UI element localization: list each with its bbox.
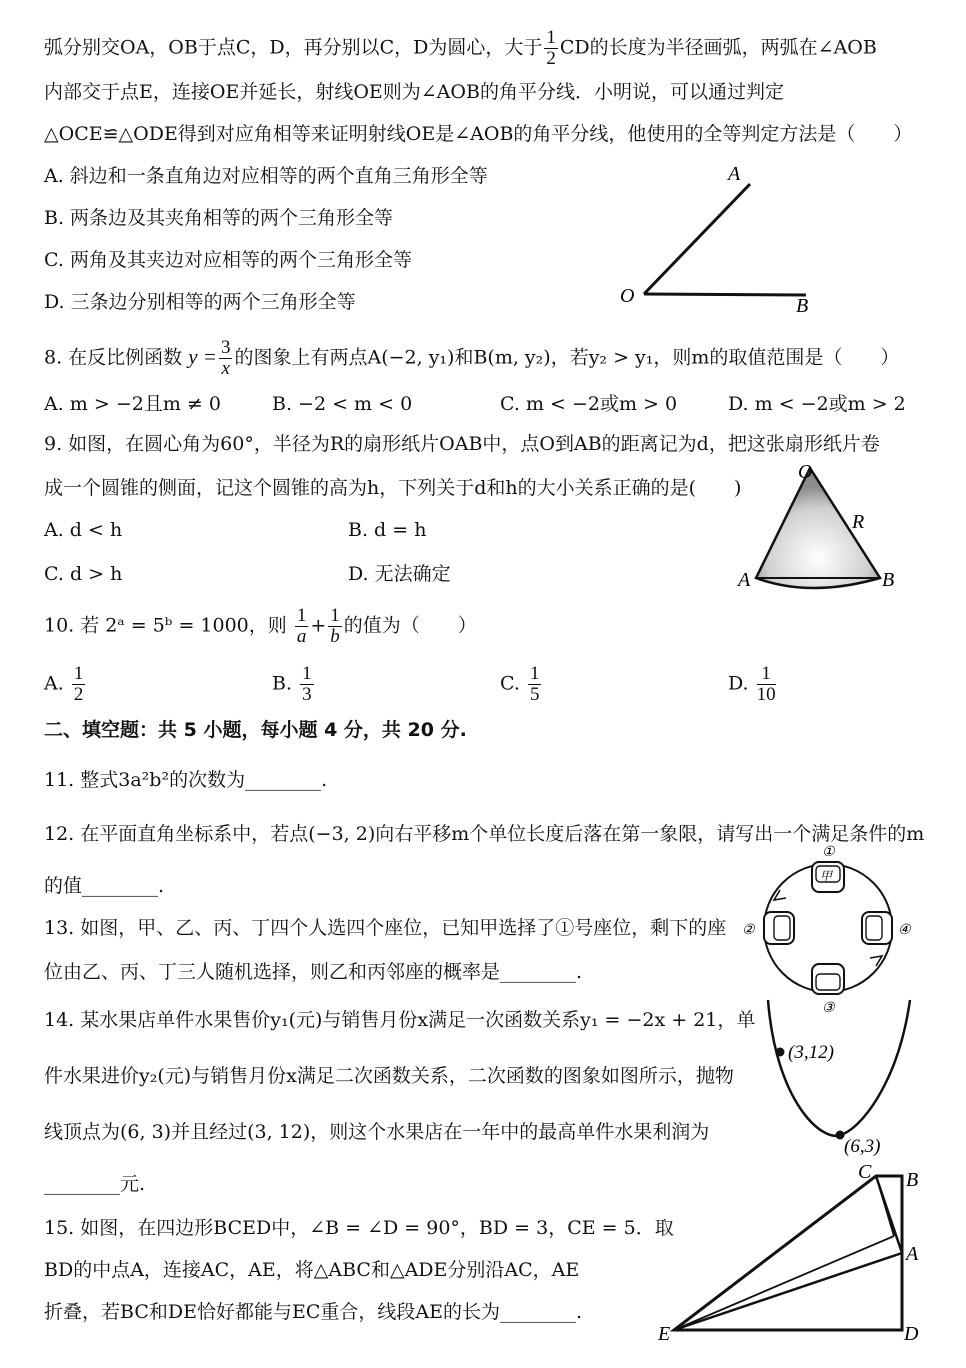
quadrilateral-bced bbox=[674, 1176, 902, 1330]
seat-occupant-jia: 甲 bbox=[820, 869, 833, 883]
q8-frac-den: x bbox=[221, 358, 230, 379]
q10-option-a bbox=[44, 664, 87, 705]
q8-option-a: A. m > −2且m ≠ 0 bbox=[44, 393, 221, 415]
label-point-6-3: (6,3) bbox=[844, 1136, 881, 1157]
seat-label-2: ② bbox=[742, 923, 755, 938]
seat-label-1: ① bbox=[822, 845, 835, 860]
seat-label-3: ③ bbox=[822, 1001, 835, 1016]
q7-option-d: D. 三条边分别相等的两个三角形全等 bbox=[44, 291, 356, 313]
label-b: B bbox=[796, 295, 809, 317]
q13-seating-figure bbox=[740, 840, 920, 1016]
label-b: B bbox=[906, 1169, 919, 1191]
label-o: O bbox=[620, 285, 635, 307]
q10-option-d-num: 1 bbox=[757, 664, 776, 685]
q8-fraction bbox=[219, 338, 233, 379]
q7-line1-text: 弧分别交OA，OB于点C，D，再分别以C，D为圆心，大于 bbox=[44, 36, 543, 59]
q15-line2: BD的中点A，连接AC，AE，将△ABC和△ADE分别沿AC，AE bbox=[44, 1259, 580, 1281]
q9-option-c: C. d > h bbox=[44, 563, 123, 585]
seat-right bbox=[862, 912, 892, 944]
label-c: C bbox=[858, 1161, 872, 1183]
q10-frac1 bbox=[295, 606, 309, 647]
q7-option-c: C. 两角及其夹边对应相等的两个三角形全等 bbox=[44, 249, 412, 271]
q10-frac2-num: 1 bbox=[330, 605, 340, 626]
q10-option-c-frac bbox=[528, 664, 542, 705]
label-a: A bbox=[728, 163, 741, 185]
q10-frac1-num: 1 bbox=[296, 605, 307, 626]
q10-option-a-label: A. bbox=[44, 672, 64, 695]
point-3-12 bbox=[776, 1048, 785, 1057]
q11-stem: 11. 整式3a²b²的次数为________. bbox=[44, 769, 328, 791]
q13-line2: 位由乙、丙、丁三人随机选择，则乙和丙邻座的概率是________. bbox=[44, 961, 583, 983]
label-r: R bbox=[852, 511, 865, 533]
q13-line1: 13. 如图，甲、乙、丙、丁四个人选四个座位，已知甲选择了①号座位，剩下的座 bbox=[44, 917, 727, 939]
q7-frac-num: 1 bbox=[546, 27, 556, 48]
ray-oa bbox=[644, 184, 750, 294]
q10-plus: + bbox=[310, 614, 327, 637]
seat-label-4: ④ bbox=[898, 923, 911, 938]
label-b: B bbox=[882, 569, 895, 591]
q10-option-b-frac bbox=[300, 664, 314, 705]
q9-line2: 成一个圆锥的侧面，记这个圆锥的高为h，下列关于d和h的大小关系正确的是( ) bbox=[44, 477, 742, 499]
seat-bottom bbox=[812, 964, 844, 994]
label-a: A bbox=[906, 1243, 919, 1265]
parabola-curve bbox=[768, 1000, 910, 1136]
q9-option-b: B. d = h bbox=[348, 519, 427, 541]
q10-option-c-label: C. bbox=[500, 672, 520, 695]
q9-option-d: D. 无法确定 bbox=[348, 563, 451, 585]
q10-option-d-den: 10 bbox=[756, 684, 776, 705]
q10-frac2 bbox=[328, 606, 342, 647]
segment-ae bbox=[674, 1253, 902, 1330]
q10-frac2-den: b bbox=[330, 626, 340, 647]
q14-line4: ________元. bbox=[44, 1173, 146, 1195]
q7-line1 bbox=[44, 28, 877, 69]
q10-option-b-label: B. bbox=[272, 672, 293, 695]
ray-ob bbox=[644, 294, 806, 295]
q10-option-c bbox=[500, 664, 543, 705]
fold-line-2 bbox=[876, 1176, 894, 1236]
q8-stem bbox=[44, 338, 899, 379]
seat-top bbox=[812, 862, 844, 892]
q15-line3: 折叠，若BC和DE恰好都能与EC重合，线段AE的长为________. bbox=[44, 1301, 582, 1323]
q7-line3: △OCE≌△ODE得到对应角相等来证明射线OE是∠AOB的角平分线，他使用的全等判定方法是（ ） bbox=[44, 123, 913, 145]
label-e: E bbox=[658, 1323, 671, 1345]
q7-option-b: B. 两条边及其夹角相等的两个三角形全等 bbox=[44, 207, 394, 229]
q8-frac-num: 3 bbox=[220, 337, 231, 358]
q9-sector-figure bbox=[730, 458, 910, 608]
q15-line1: 15. 如图，在四边形BCED中，∠B = ∠D = 90°，BD = 3，CE = 5．取 bbox=[44, 1217, 674, 1239]
q8-option-c: C. m < −2或m > 0 bbox=[500, 393, 678, 415]
q7-fraction bbox=[544, 28, 558, 69]
label-o: O bbox=[798, 461, 813, 483]
q7-angle-figure bbox=[610, 160, 840, 320]
q14-parabola-figure bbox=[752, 992, 922, 1160]
q10-stem bbox=[44, 606, 477, 647]
q10-option-c-den: 5 bbox=[529, 684, 540, 705]
q15-quadrilateral-figure bbox=[650, 1158, 930, 1368]
q8-post: 的图象上有两点A(−2, y₁)和B(m, y₂)，若y₂ > y₁，则m的取值范围是（ ） bbox=[234, 346, 900, 369]
q10-option-d bbox=[728, 664, 778, 705]
q10-option-b-den: 3 bbox=[302, 684, 312, 705]
q14-line3: 线顶点为(6, 3)并且经过(3, 12)，则这个水果店在一年中的最高单件水果利润为 bbox=[44, 1121, 710, 1143]
label-d: D bbox=[904, 1323, 919, 1345]
q8-pre: 8. 在反比例函数 bbox=[44, 346, 183, 369]
q8-option-d: D. m < −2或m > 2 bbox=[728, 393, 906, 415]
seat-left bbox=[764, 912, 794, 944]
q10-option-a-den: 2 bbox=[73, 684, 84, 705]
q10-option-b-num: 1 bbox=[302, 663, 312, 684]
q14-line2: 件水果进价y₂(元)与销售月份x满足二次函数关系，二次函数的图象如图所示，抛物 bbox=[44, 1065, 734, 1087]
label-point-3-12: (3,12) bbox=[788, 1042, 834, 1063]
q12-line2: 的值________. bbox=[44, 875, 165, 897]
q12-line1: 12. 在平面直角坐标系中，若点(−3, 2)向右平移m个单位长度后落在第一象限，请写出一个满足条件的m bbox=[44, 823, 925, 845]
label-a: A bbox=[738, 569, 751, 591]
q8-option-b: B. −2 < m < 0 bbox=[272, 393, 413, 415]
q10-option-b bbox=[272, 664, 316, 705]
q10-option-a-frac bbox=[72, 664, 86, 705]
q7-option-a: A. 斜边和一条直角边对应相等的两个直角三角形全等 bbox=[44, 165, 488, 187]
q8-func-y: y = bbox=[188, 344, 217, 369]
q7-line2: 内部交于点E，连接OE并延长，射线OE则为∠AOB的角平分线．小明说，可以通过判定 bbox=[44, 81, 784, 103]
q7-line1b-text: CD的长度为半径画弧，两弧在∠AOB bbox=[559, 36, 877, 59]
q10-option-a-num: 1 bbox=[73, 663, 84, 684]
q10-option-d-frac bbox=[757, 664, 776, 705]
q9-option-a: A. d < h bbox=[44, 519, 123, 541]
q10-option-c-num: 1 bbox=[529, 663, 540, 684]
q10-pre: 10. 若 2ᵃ = 5ᵇ = 1000，则 bbox=[44, 614, 287, 637]
q14-line1: 14. 某水果店单件水果售价y₁(元)与销售月份x满足一次函数关系y₁ = −2x + 21，单 bbox=[44, 1009, 756, 1031]
section-2-heading: 二、填空题：共 5 小题，每小题 4 分，共 20 分. bbox=[44, 719, 467, 741]
q10-frac1-den: a bbox=[296, 626, 307, 647]
q10-option-d-label: D. bbox=[728, 672, 749, 695]
q9-line1: 9. 如图，在圆心角为60°，半径为R的扇形纸片OAB中，点O到AB的距离记为d，把这张扇形纸片卷 bbox=[44, 433, 880, 455]
q10-post: 的值为（ ） bbox=[343, 614, 477, 637]
q7-frac-den: 2 bbox=[546, 48, 556, 69]
fold-line-1 bbox=[674, 1236, 894, 1330]
